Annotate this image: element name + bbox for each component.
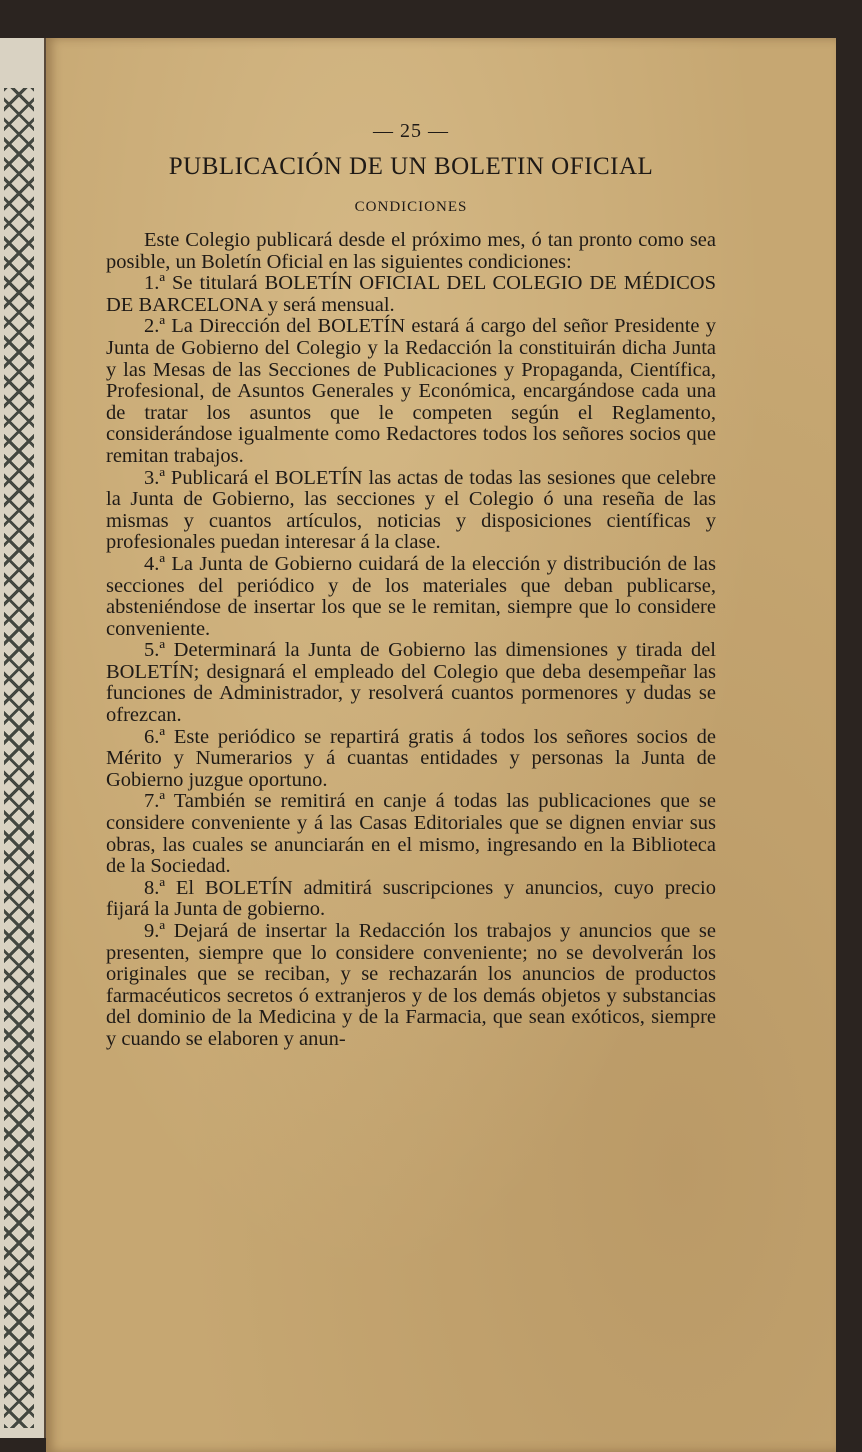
condition-6: 6.ª Este periódico se repartirá gratis á todos los señores socios de Mérito y Numerarios y á cuantas entidades y personas la Junta de Gobierno juzgue oportuno. — [106, 725, 716, 791]
condition-8: 8.ª El BOLETÍN admitirá suscripciones y anuncios, cuyo precio fijará la Junta de gobierno. — [106, 876, 716, 921]
page-text — [106, 120, 716, 1051]
intro-paragraph: Este Colegio publicará desde el próximo mes, ó tan pronto como sea posible, un Boletín Oficial en las siguientes condiciones: — [106, 229, 716, 273]
page-title: PUBLICACIÓN DE UN BOLETIN OFICIAL — [168, 153, 654, 180]
page-number: — 25 — — [373, 120, 449, 142]
condition-5: 5.ª Determinará la Junta de Gobierno las dimensiones y tirada del BOLETÍN; designará el empleado del Colegio que deba desempeñar las funciones de Administrador, y resolverá cuantos pormenores y dudas se ofrezcan. — [106, 639, 716, 727]
section-subtitle: CONDICIONES — [354, 199, 468, 215]
condition-4: 4.ª La Junta de Gobierno cuidará de la elección y distribución de las secciones del periódico y de los materiales que deban publicarse, absteniéndose de insertar los que se le remitan, siempre que lo considere conveniente. — [106, 552, 716, 640]
condition-7: 7.ª También se remitirá en canje á todas las publicaciones que se considere conveniente y á las Casas Editoriales que se dignen enviar sus obras, las cuales se anunciarán en el mismo, ingresando en la Biblioteca de la Sociedad. — [106, 790, 716, 878]
book-page — [46, 38, 836, 1452]
condition-3: 3.ª Publicará el BOLETÍN las actas de todas las sesiones que celebre la Junta de Gobierno, las secciones y el Colegio ó una reseña de las mismas y cuantos artículos, noticias y disposiciones científicas y profesionales puedan interesar á la clase. — [106, 466, 716, 554]
condition-2: 2.ª La Dirección del BOLETÍN estará á cargo del señor Presidente y Junta de Gobierno del Colegio y la Redacción la constituirán dicha Junta y las Mesas de las Secciones de Publicaciones y Propaganda, Científica, Profesional, de Asuntos Generales y Económica, encargándose cada una de tratar los asuntos que le competen según el Reglamento, considerándose igualmente como Redactores todos los señores socios que remitan trabajos. — [106, 315, 716, 467]
binding-stitch-pattern — [4, 88, 34, 1428]
condition-1: 1.ª Se titulará BOLETÍN OFICIAL DEL COLEGIO DE MÉDICOS DE BARCELONA y será mensual. — [106, 272, 716, 316]
condition-9: 9.ª Dejará de insertar la Redacción los trabajos y anuncios que se presenten, siempre que lo considere conveniente; no se devolverán los originales que se reciban, y se rechazarán los anuncios de productos farmacéuticos secretos ó extranjeros y de los demás objetos y substancias del dominio de la Medicina y de la Farmacia, que sean exóticos, siempre y cuando se elaboren y anun- — [106, 920, 716, 1050]
book-binding — [0, 38, 46, 1438]
